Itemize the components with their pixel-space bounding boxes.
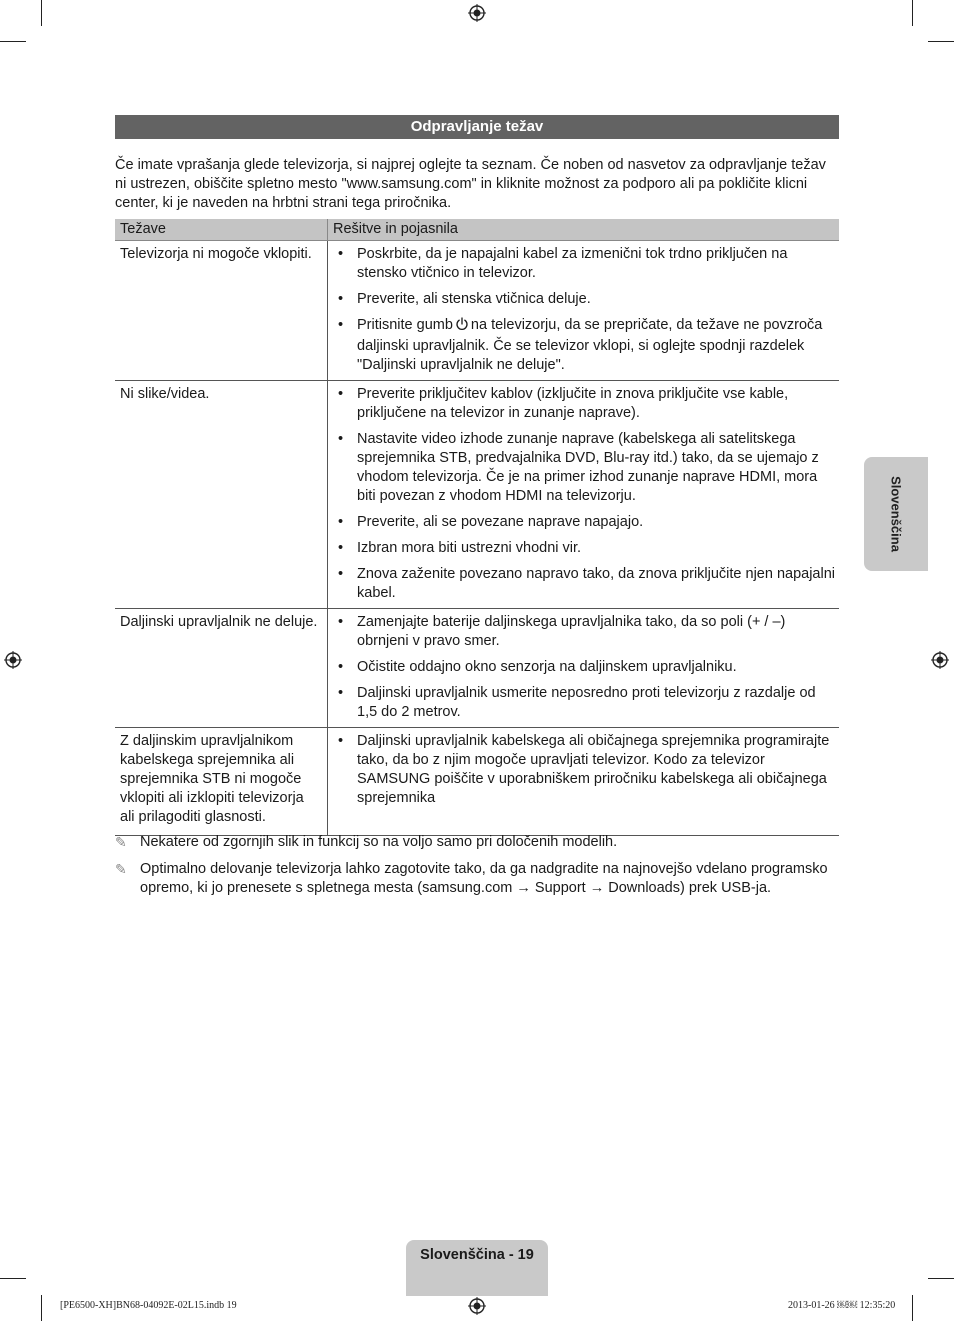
problem-cell: Daljinski upravljalnik ne deluje. — [115, 609, 328, 728]
troubleshooting-table — [115, 219, 839, 836]
registration-mark-icon — [931, 651, 949, 669]
section-title: Odpravljanje težav — [115, 115, 839, 139]
table-row — [115, 609, 839, 728]
solution-item: • Preverite, ali se povezane naprave napajajo. — [328, 513, 835, 532]
note-text: Nekatere od zgornjih slik in funkcij so na voljo samo pri določenih modelih. — [140, 834, 618, 850]
table-row — [115, 381, 839, 609]
crop-mark — [41, 0, 42, 26]
print-file-info: [PE6500-XH]BN68-04092E-02L15.indb 19 — [60, 1300, 237, 1311]
crop-mark — [41, 1295, 42, 1321]
solution-text-before: Pritisnite gumb — [357, 317, 453, 333]
solution-item: • Nastavite video izhode zunanje naprave (kabelskega ali satelitskega sprejemnika STB, predvajalnika DVD, Blu-ray itd.) tako, da se ujemajo z vhodom televizorja. Če je na primer izhod zunanje naprave HDMI, mora biti povezan z vhodom HDMI na televizorju. — [328, 430, 835, 506]
solution-list — [328, 245, 835, 375]
table-header-row — [115, 219, 839, 241]
page-footer: Slovenščina - 19 — [406, 1240, 548, 1296]
crop-mark — [928, 1278, 954, 1279]
crop-mark — [928, 41, 954, 42]
intro-paragraph: Če imate vprašanja glede televizorja, si najprej oglejte ta seznam. Če noben od nasvetov za odpravljanje težav ni ustrezen, obiščite spletno mesto "www.samsung.com" in kliknite možnost za podporo ali pa pokličite klicni center, ki je naveden na hrbtni strani tega priročnika. — [115, 157, 826, 211]
crop-mark — [0, 41, 26, 42]
notes-section — [115, 833, 839, 906]
language-side-label: Slovenščina — [888, 476, 904, 552]
power-icon — [455, 317, 469, 337]
solution-list — [328, 613, 835, 722]
note-item — [115, 833, 839, 852]
problem-cell: Z daljinskim upravljalnikom kabelskega sprejemnika ali sprejemnika STB ni mogoče vklopiti ali izklopiti televizorja ali prilagoditi glasnosti. — [115, 728, 328, 836]
note-text: Optimalno delovanje televizorja lahko zagotovite tako, da ga nadgradite na najnovejšo vdelano programsko opremo, ki jo prenesete s spletnega mesta (samsung.com → Support → Downloads) prek USB-ja. — [140, 861, 828, 896]
solution-item: • Preverite, ali stenska vtičnica deluje. — [328, 290, 835, 309]
table-row — [115, 241, 839, 381]
solution-cell — [328, 381, 840, 609]
solution-item — [328, 316, 835, 375]
solution-item: • Izbran mora biti ustrezni vhodni vir. — [328, 539, 835, 558]
crop-mark — [912, 0, 913, 26]
note-item — [115, 860, 839, 898]
solution-list — [328, 385, 835, 603]
solution-cell — [328, 241, 840, 381]
solution-item: • Preverite priključitev kablov (izključite in znova priključite vse kable, priključene na televizor in zunanje naprave). — [328, 385, 835, 423]
solution-cell — [328, 728, 840, 836]
problem-cell: Televizorja ni mogoče vklopiti. — [115, 241, 328, 381]
solution-list — [328, 732, 835, 808]
solution-item: • Daljinski upravljalnik usmerite neposredno proti televizorju z razdalje od 1,5 do 2 metrov. — [328, 684, 835, 722]
crop-mark — [0, 1278, 26, 1279]
solution-text-after: na televizorju, da se prepričate, da težave ne povzroča daljinski upravljalnik. Če se televizor vklopi, si oglejte spodnji razdelek "Daljinski upravljalnik ne deluje". — [357, 317, 823, 373]
solution-item: • Daljinski upravljalnik kabelskega ali običajnega sprejemnika programirajte tako, da bo z njim mogoče upravljati televizor. Kodo za televizor SAMSUNG poiščite v uporabniškem priročniku kabelskega ali običajnega sprejemnika — [328, 732, 835, 808]
language-side-tab — [864, 457, 928, 571]
solution-item: • Zamenjajte baterije daljinskega upravljalnika tako, da so poli (+ / –) obrnjeni v pravo smer. — [328, 613, 835, 651]
column-header-problems: Težave — [115, 219, 328, 241]
registration-mark-icon — [468, 1297, 486, 1315]
print-timestamp: 2013-01-26 ￼￼ 12:35:20 — [788, 1300, 896, 1311]
pencil-icon: ✎ — [115, 861, 127, 877]
pencil-icon: ✎ — [115, 834, 127, 850]
solution-cell — [328, 609, 840, 728]
table-row — [115, 728, 839, 836]
solution-item: • Očistite oddajno okno senzorja na daljinskem upravljalniku. — [328, 658, 835, 677]
crop-mark — [912, 1295, 913, 1321]
registration-mark-icon — [4, 651, 22, 669]
registration-mark-icon — [468, 4, 486, 22]
column-header-solutions: Rešitve in pojasnila — [328, 219, 840, 241]
solution-item: • Poskrbite, da je napajalni kabel za izmenični tok trdno priključen na stensko vtičnico in televizor. — [328, 245, 835, 283]
solution-item: • Znova zaženite povezano napravo tako, da znova priključite njen napajalni kabel. — [328, 565, 835, 603]
problem-cell: Ni slike/videa. — [115, 381, 328, 609]
